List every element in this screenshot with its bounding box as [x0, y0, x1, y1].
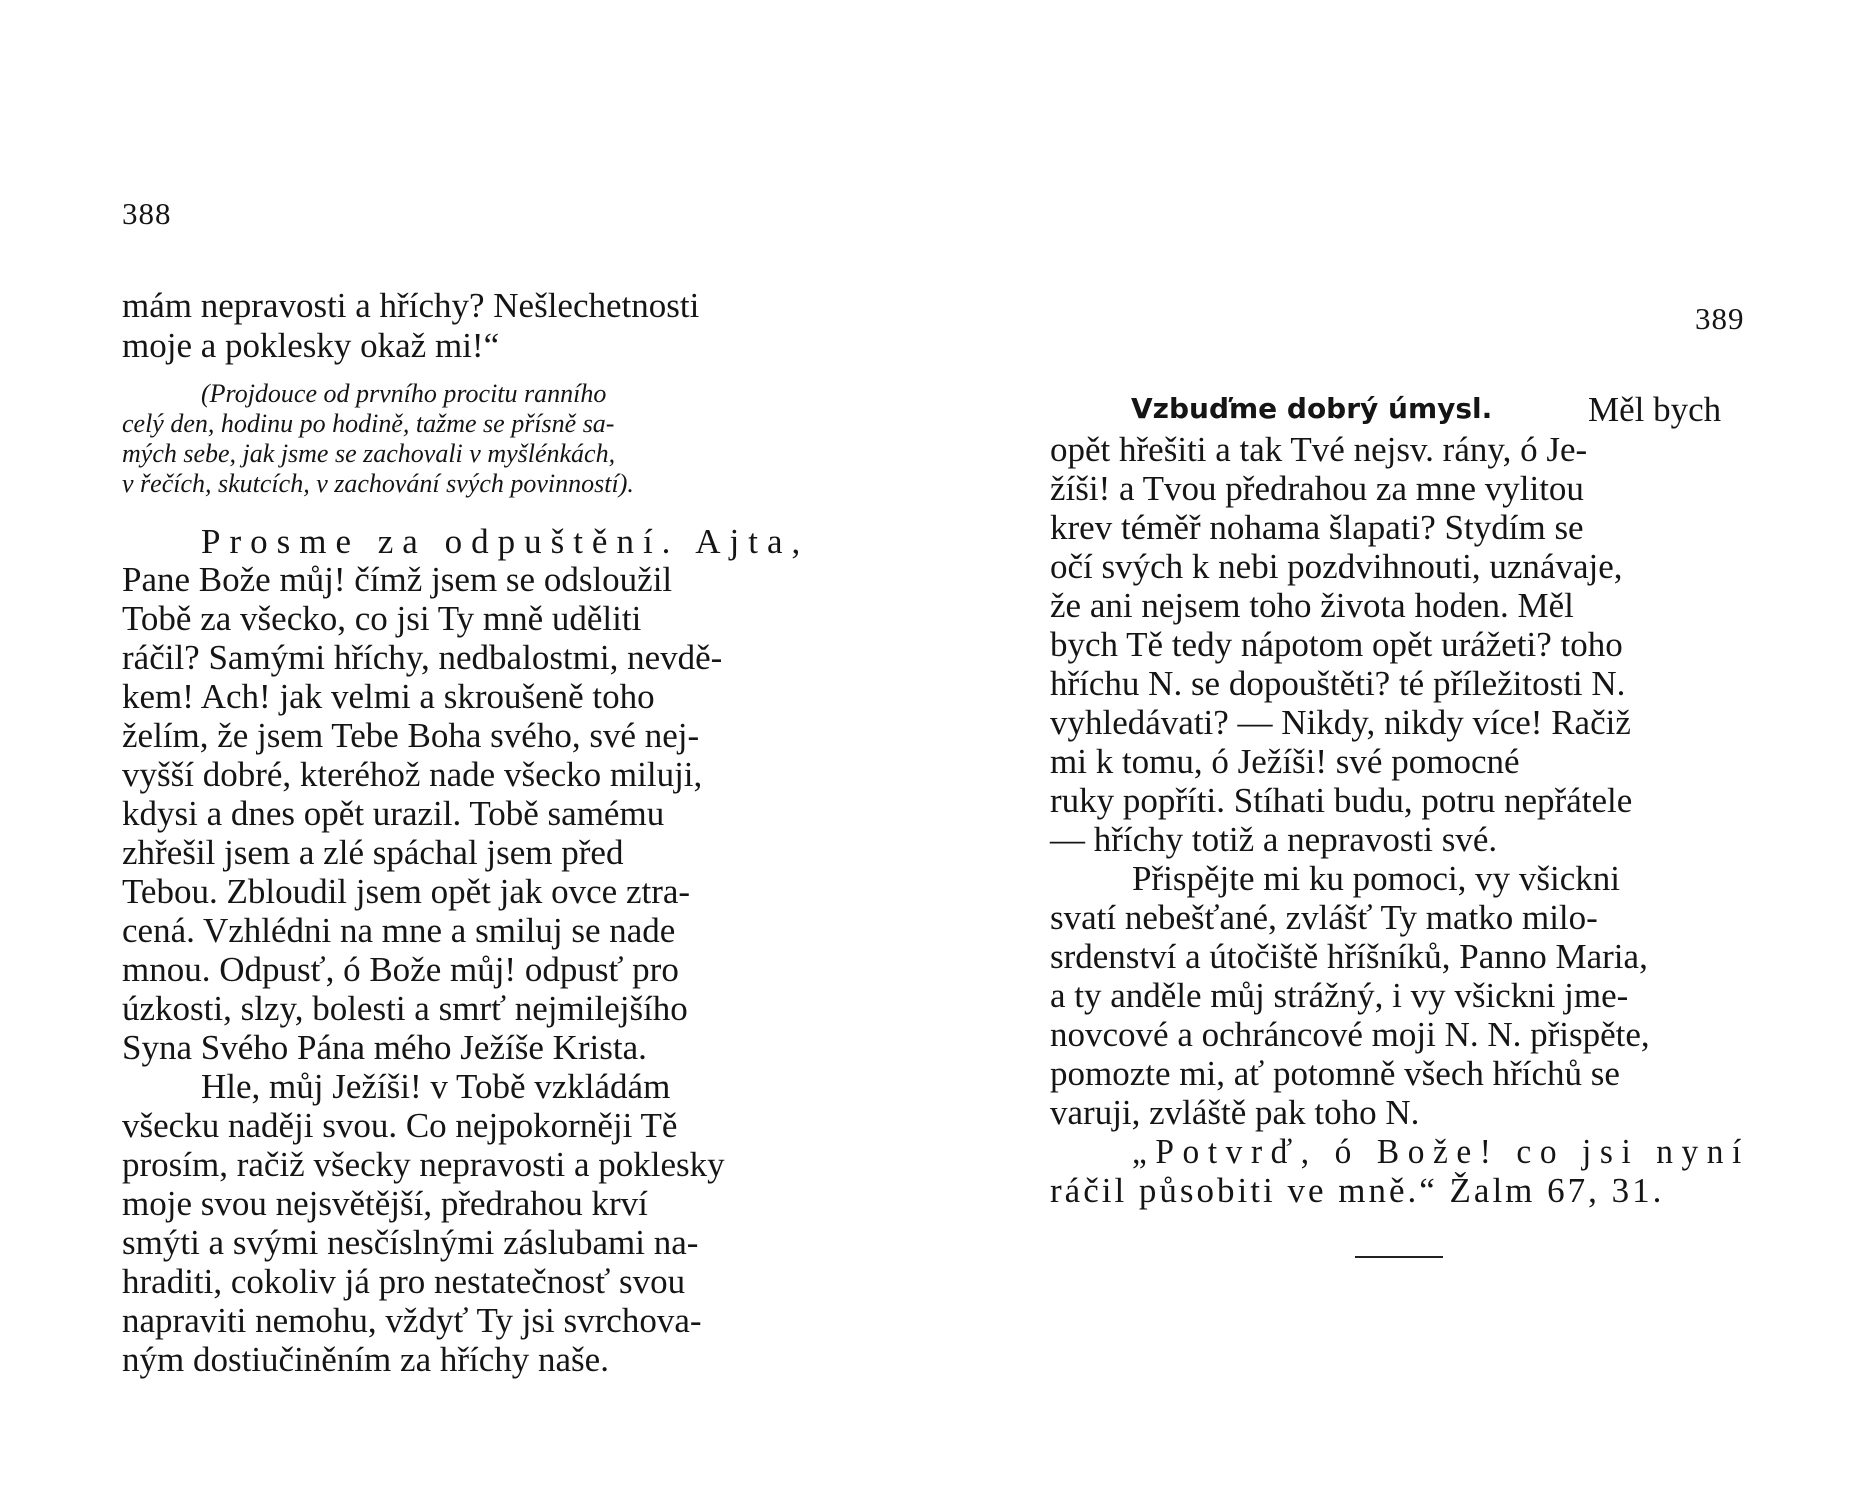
text-line: všecku naději svou. Co nejpokorněji Tě — [122, 1106, 678, 1145]
text-line: Pane Bože můj! čímž jsem se odsloužil — [122, 560, 673, 599]
text-line: moje a poklesky okaž mi!“ — [122, 326, 500, 365]
text-line: mi k tomu, ó Ježíši! své pomocné — [1050, 742, 1520, 781]
text-line: — hříchy totiž a nepravosti své. — [1050, 820, 1498, 859]
text-line: svatí nebešťané, zvlášť Ty matko milo- — [1050, 898, 1598, 937]
note-line: celý den, hodinu po hodině, tažme se přísně sa- — [122, 409, 615, 438]
text-line: zhřešil jsem a zlé spáchal jsem před — [122, 833, 624, 872]
text-line: vyšší dobré, kteréhož nade všecko miluji, — [122, 755, 703, 794]
text-line: varuji, zvláště pak toho N. — [1050, 1093, 1420, 1132]
text-line: prosím, račiž všecky nepravosti a poklesky — [122, 1145, 725, 1184]
text-line: Měl bych — [1588, 390, 1722, 429]
text-line: bych Tě tedy nápotom opět urážeti? toho — [1050, 625, 1623, 664]
text-line: „Potvrď, ó Bože! co jsi nyní — [1132, 1132, 1750, 1171]
text-line: mám nepravosti a hříchy? Nešlechetnosti — [122, 286, 700, 325]
page-number: 389 — [1695, 301, 1745, 336]
note-line: mých sebe, jak jsme se zachovali v myšlénkách, — [122, 439, 616, 468]
text-line: ným dostiučiněním za hříchy naše. — [122, 1340, 609, 1379]
text-line: ráčil působiti ve mně.“ Žalm 67, 31. — [1050, 1171, 1665, 1210]
text-line: že ani nejsem toho života hoden. Měl — [1050, 586, 1574, 625]
text-line: ráčil? Samými hříchy, nedbalostmi, nevdě- — [122, 638, 723, 677]
text-line: opět hřešiti a tak Tvé nejsv. rány, ó Je- — [1050, 430, 1588, 469]
text-line: krev téměř nohama šlapati? Stydím se — [1050, 508, 1584, 547]
text-line: srdenství a útočiště hříšníků, Panno Maria, — [1050, 937, 1648, 976]
note-line: (Projdouce od prvního procitu ranního — [201, 379, 607, 408]
page-number: 388 — [122, 196, 172, 231]
text-line: novcové a ochráncové moji N. N. přispěte, — [1050, 1015, 1650, 1054]
text-line: kdysi a dnes opět urazil. Tobě samému — [122, 794, 665, 833]
section-heading: Vzbuďme dobrý úmysl. — [1131, 392, 1493, 425]
text-line: Tebou. Zbloudil jsem opět jak ovce ztra- — [122, 872, 691, 911]
text-line: hříchu N. se dopouštěti? té příležitosti N. — [1050, 664, 1626, 703]
text-line: úzkosti, slzy, bolesti a smrť nejmilejšího — [122, 989, 688, 1028]
text-line: Přispějte mi ku pomoci, vy všickni — [1132, 859, 1621, 898]
text-line: očí svých k nebi pozdvihnouti, uznávaje, — [1050, 547, 1623, 586]
text-line: pomozte mi, ať potomně všech hříchů se — [1050, 1054, 1620, 1093]
text-line: moje svou nejsvětější, předrahou krví — [122, 1184, 648, 1223]
end-rule — [1355, 1256, 1443, 1258]
text-line: a ty anděle můj strážný, i vy všickni jme- — [1050, 976, 1629, 1015]
text-line: mnou. Odpusť, ó Bože můj! odpusť pro — [122, 950, 679, 989]
text-line: napraviti nemohu, vždyť Ty jsi svrchova- — [122, 1301, 702, 1340]
text-line: Hle, můj Ježíši! v Tobě vzkládám — [201, 1067, 671, 1106]
text-line: hraditi, cokoliv já pro nestatečnosť svou — [122, 1262, 686, 1301]
section-heading: Prosme za odpuštění. Ajta, — [201, 522, 810, 561]
text-line: Syna Svého Pána mého Ježíše Krista. — [122, 1028, 647, 1067]
text-line: želím, že jsem Tebe Boha svého, své nej- — [122, 716, 700, 755]
text-line: kem! Ach! jak velmi a skroušeně toho — [122, 677, 655, 716]
text-line: ruky popříti. Stíhati budu, potru nepřátele — [1050, 781, 1633, 820]
text-line: cená. Vzhlédni na mne a smiluj se nade — [122, 911, 676, 950]
text-line: žíši! a Tvou předrahou za mne vylitou — [1050, 469, 1584, 508]
text-line: vyhledávati? — Nikdy, nikdy více! Račiž — [1050, 703, 1631, 742]
text-line: smýti a svými nesčíslnými záslubami na- — [122, 1223, 699, 1262]
note-line: v řečích, skutcích, v zachování svých povinností). — [122, 469, 634, 498]
text-line: Tobě za všecko, co jsi Ty mně uděliti — [122, 599, 642, 638]
